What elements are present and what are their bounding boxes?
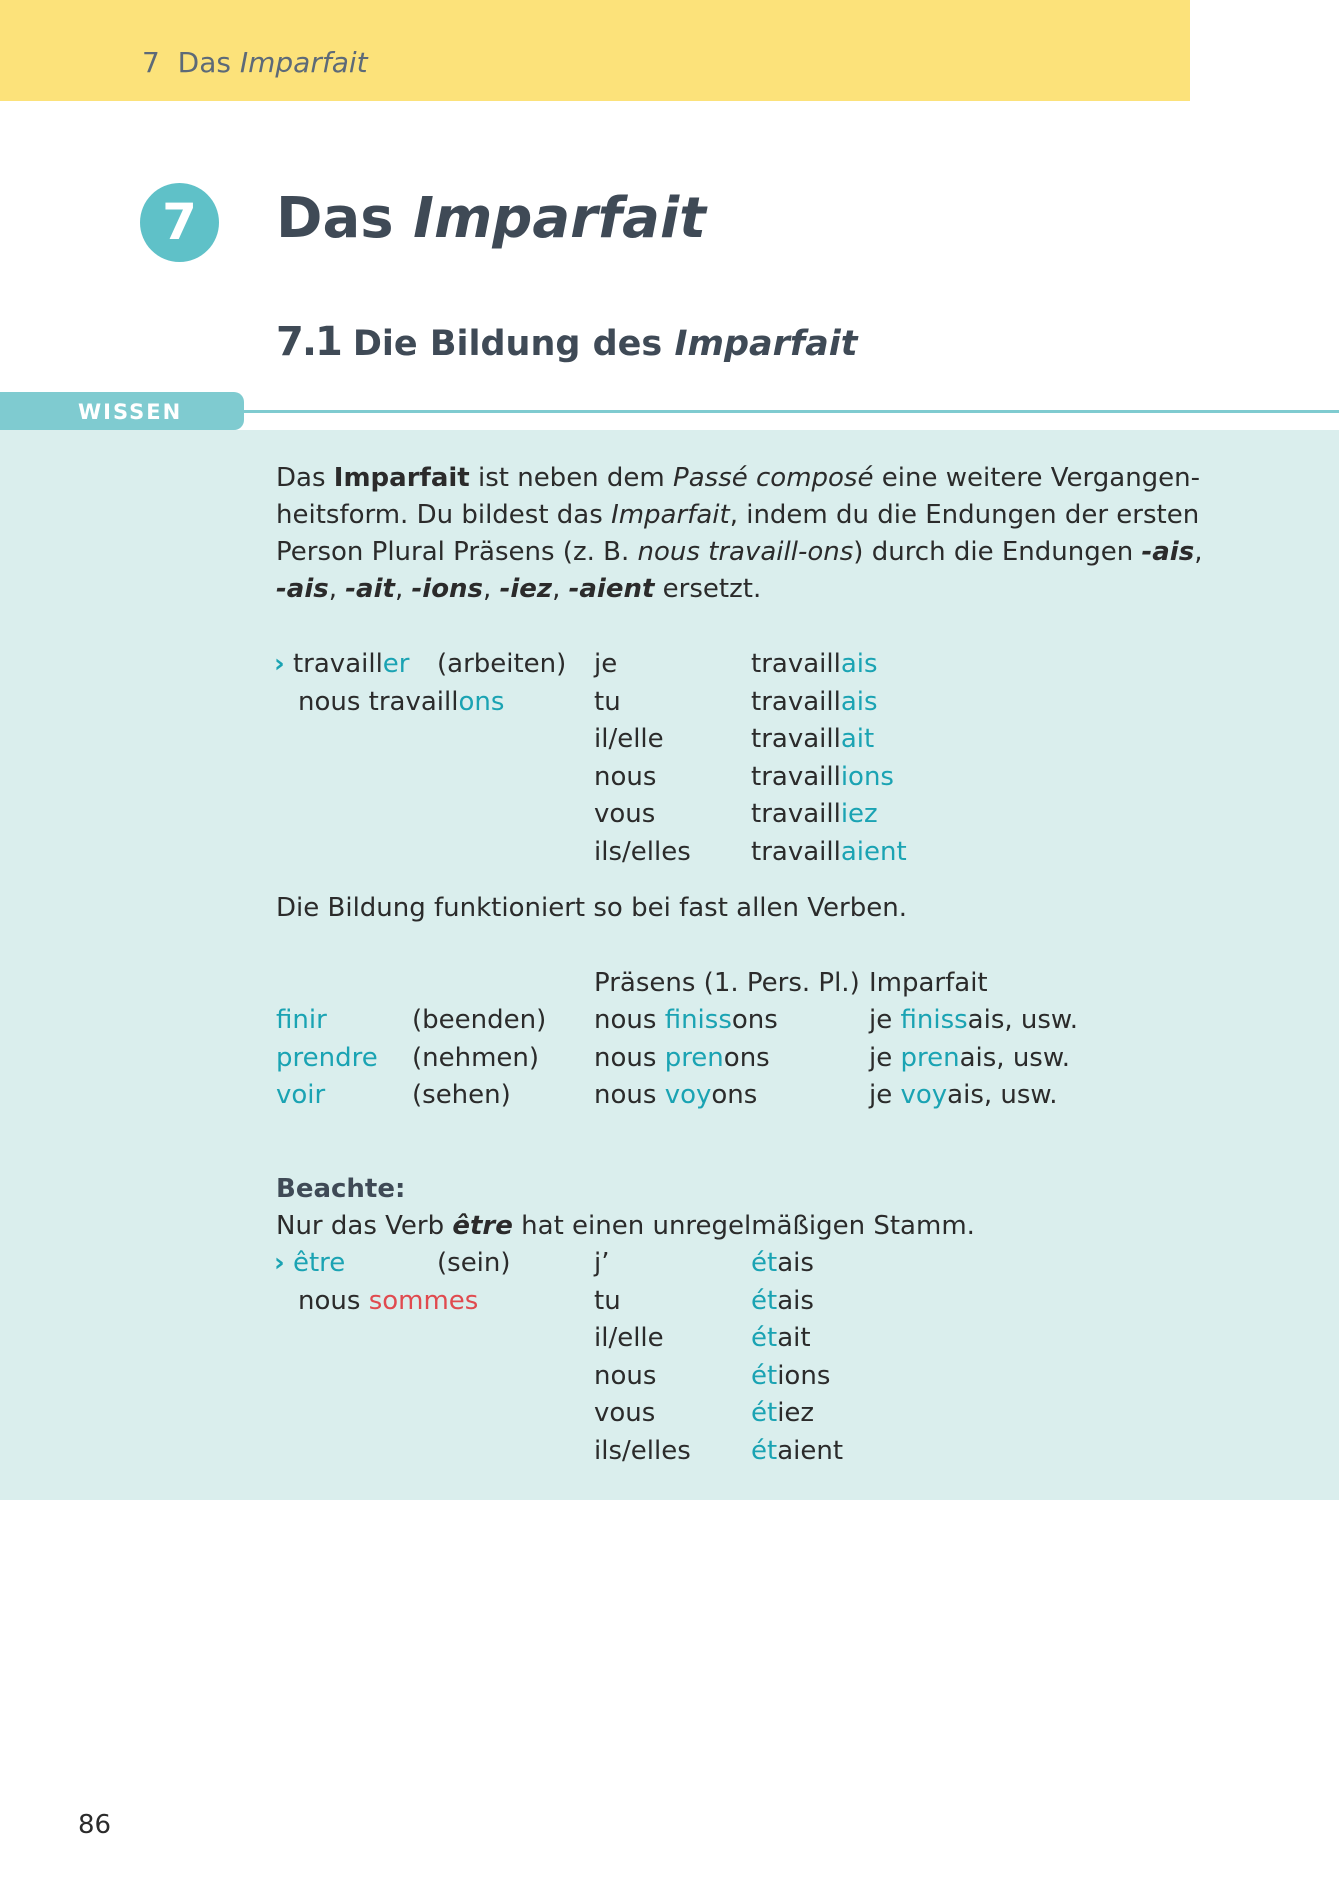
- table-praesens: [594, 1040, 770, 1077]
- example2-nous-form: [298, 1283, 478, 1320]
- intro-ending: -ais: [1141, 537, 1195, 567]
- chapter-number-badge: 7: [140, 183, 219, 262]
- verb-stem: finiss: [664, 1005, 732, 1035]
- verb-ending: ais: [777, 1248, 814, 1278]
- verb-stem: ét: [751, 1436, 778, 1466]
- verb-ending: ons: [731, 1005, 778, 1035]
- verb-stem: travaill: [751, 687, 841, 717]
- running-head-number: 7: [142, 46, 160, 79]
- intro-term: Passé composé: [673, 463, 874, 493]
- verb-stem: ét: [751, 1398, 778, 1428]
- running-head: [142, 46, 368, 79]
- verb-stem: finiss: [900, 1005, 968, 1035]
- note-text-part: hat einen unregelmäßigen Stamm.: [512, 1211, 975, 1241]
- pronoun: je: [869, 1080, 901, 1110]
- intro-line-4: -ais, -ait, -ions, -iez, -aient ersetzt.: [276, 574, 762, 604]
- intro-line-2: [276, 497, 1199, 534]
- verb-ending: er: [382, 649, 410, 679]
- example2-conjugation: [751, 1358, 830, 1395]
- section-title-plain: Die Bildung des: [352, 324, 663, 364]
- example2-pronoun: ils/elles: [594, 1436, 691, 1466]
- intro-text: , indem du die Endungen der ersten: [729, 500, 1200, 530]
- intro-ending: -ais: [276, 574, 329, 604]
- example2-infinitive: [274, 1245, 345, 1282]
- verb-stem: ét: [751, 1323, 778, 1353]
- verb-ending: ais: [777, 1286, 814, 1316]
- example1-conjugation: [751, 646, 878, 683]
- rule-note: Die Bildung funktioniert so bei fast allen Verben.: [276, 893, 907, 923]
- irregular-form: sommes: [368, 1286, 479, 1316]
- verb-stem: travaill: [751, 762, 841, 792]
- table-header-praesens: Präsens (1. Pers. Pl.): [594, 968, 860, 998]
- table-praesens: [594, 1002, 778, 1039]
- intro-term: Imparfait: [333, 463, 470, 493]
- example1-pronoun: il/elle: [594, 724, 664, 754]
- section-title: [276, 318, 857, 366]
- example2-conjugation: [751, 1283, 814, 1320]
- intro-text: ) durch die Endungen: [853, 537, 1142, 567]
- chapter-title-italic: Imparfait: [413, 186, 706, 251]
- table-translation: (nehmen): [412, 1043, 540, 1073]
- intro-ending: -aient: [568, 574, 655, 604]
- example1-pronoun: ils/elles: [594, 837, 691, 867]
- verb-stem: voy: [664, 1080, 712, 1110]
- verb-stem: travaill: [751, 799, 841, 829]
- note-verb: être: [452, 1211, 513, 1241]
- example2-pronoun: nous: [594, 1361, 657, 1391]
- example1-infinitive: [274, 646, 409, 683]
- verb-ending: ais, usw.: [947, 1080, 1058, 1110]
- section-number: 7.1: [276, 319, 341, 365]
- table-imparfait: [869, 1002, 1078, 1039]
- pronoun: nous: [594, 1005, 665, 1035]
- verb-stem: travaill: [751, 649, 841, 679]
- verb-ending: iez: [777, 1398, 815, 1428]
- example1-nous-form: [298, 684, 504, 721]
- table-verb: voir: [276, 1080, 326, 1110]
- example2-conjugation: [751, 1395, 814, 1432]
- verb-ending: ais, usw.: [959, 1043, 1070, 1073]
- verb-ending: ait: [840, 724, 875, 754]
- pronoun: je: [869, 1005, 901, 1035]
- section-title-italic: Imparfait: [674, 324, 858, 364]
- note-title: Beachte:: [276, 1174, 406, 1204]
- intro-line-3: Person Plural Präsens (z. B. nous travaill-ons) durch die Endungen -ais,: [276, 537, 1203, 567]
- verb-ending: ais, usw.: [967, 1005, 1079, 1035]
- page-number: 86: [78, 1810, 112, 1840]
- intro-ending: -iez: [499, 574, 553, 604]
- verb-stem: ét: [751, 1286, 778, 1316]
- verb-ending: iez: [840, 799, 878, 829]
- intro-text: Person Plural Präsens (z. B.: [276, 537, 638, 567]
- verb-ending: aient: [777, 1436, 844, 1466]
- intro-text: heitsform. Du bildest das: [276, 500, 612, 530]
- verb-stem: pren: [900, 1043, 960, 1073]
- intro-term: nous travaill-ons: [637, 537, 854, 567]
- table-imparfait: [869, 1040, 1070, 1077]
- pronoun: nous: [594, 1043, 665, 1073]
- note-text: [276, 1208, 975, 1245]
- example2-conjugation: [751, 1245, 814, 1282]
- table-header-imparfait: Imparfait: [869, 968, 988, 998]
- example2-translation: (sein): [437, 1248, 511, 1278]
- table-praesens: [594, 1077, 757, 1114]
- intro-text: Das: [276, 463, 334, 493]
- verb-stem: pren: [664, 1043, 724, 1073]
- wissen-label: WISSEN: [78, 400, 183, 424]
- table-translation: (sehen): [412, 1080, 511, 1110]
- wissen-divider: [244, 410, 1339, 413]
- example1-pronoun: vous: [594, 799, 656, 829]
- intro-term: Imparfait: [611, 500, 730, 530]
- pronoun: nous: [298, 1286, 369, 1316]
- example1-translation: (arbeiten): [437, 649, 567, 679]
- example1-conjugation: [751, 796, 878, 833]
- example2-pronoun: vous: [594, 1398, 656, 1428]
- intro-text: ist neben dem: [469, 463, 674, 493]
- table-verb: finir: [276, 1005, 327, 1035]
- verb-ending: ons: [711, 1080, 758, 1110]
- example2-pronoun: tu: [594, 1286, 621, 1316]
- verb-stem: travaill: [751, 724, 841, 754]
- running-head-italic: Imparfait: [239, 46, 368, 79]
- verb-stem: travaill: [292, 649, 383, 679]
- example1-pronoun: je: [594, 649, 618, 679]
- table-translation: (beenden): [412, 1005, 547, 1035]
- example2-pronoun: il/elle: [594, 1323, 664, 1353]
- verb-ending: aient: [840, 837, 907, 867]
- verb-stem: travaill: [751, 837, 841, 867]
- example2-conjugation: [751, 1433, 843, 1470]
- verb-stem: ét: [751, 1248, 778, 1278]
- verb-stem: voy: [900, 1080, 948, 1110]
- example1-conjugation: [751, 834, 907, 871]
- verb-ending: ons: [458, 687, 505, 717]
- intro-ending: -ions: [411, 574, 484, 604]
- note-text-part: Nur das Verb: [276, 1211, 453, 1241]
- verb-infinitive: être: [292, 1248, 346, 1278]
- example1-pronoun: tu: [594, 687, 621, 717]
- verb-stem: ét: [751, 1361, 778, 1391]
- table-verb: prendre: [276, 1043, 378, 1073]
- chevron-right-icon: ›: [274, 649, 285, 679]
- pronoun: nous: [594, 1080, 665, 1110]
- example1-conjugation: [751, 684, 878, 721]
- intro-text: ersetzt.: [654, 574, 762, 604]
- chapter-title-plain: Das: [276, 186, 394, 251]
- example1-conjugation: [751, 759, 894, 796]
- verb-ending: ais: [840, 649, 878, 679]
- running-head-word: Das: [177, 46, 231, 79]
- verb-ending: ait: [777, 1323, 811, 1353]
- verb-ending: ais: [840, 687, 878, 717]
- table-imparfait: [869, 1077, 1058, 1114]
- intro-text: eine weitere Vergangen-: [873, 463, 1201, 493]
- verb-ending: ions: [840, 762, 894, 792]
- chapter-title: [276, 185, 706, 252]
- chevron-right-icon: ›: [274, 1248, 285, 1278]
- verb-stem: nous travaill: [298, 687, 459, 717]
- example2-conjugation: [751, 1320, 811, 1357]
- example2-pronoun: j’: [594, 1248, 610, 1278]
- pronoun: je: [869, 1043, 901, 1073]
- verb-ending: ions: [777, 1361, 831, 1391]
- intro-line-1: [276, 460, 1200, 497]
- example1-pronoun: nous: [594, 762, 657, 792]
- verb-ending: ons: [723, 1043, 770, 1073]
- intro-ending: -ait: [345, 574, 395, 604]
- example1-conjugation: [751, 721, 874, 758]
